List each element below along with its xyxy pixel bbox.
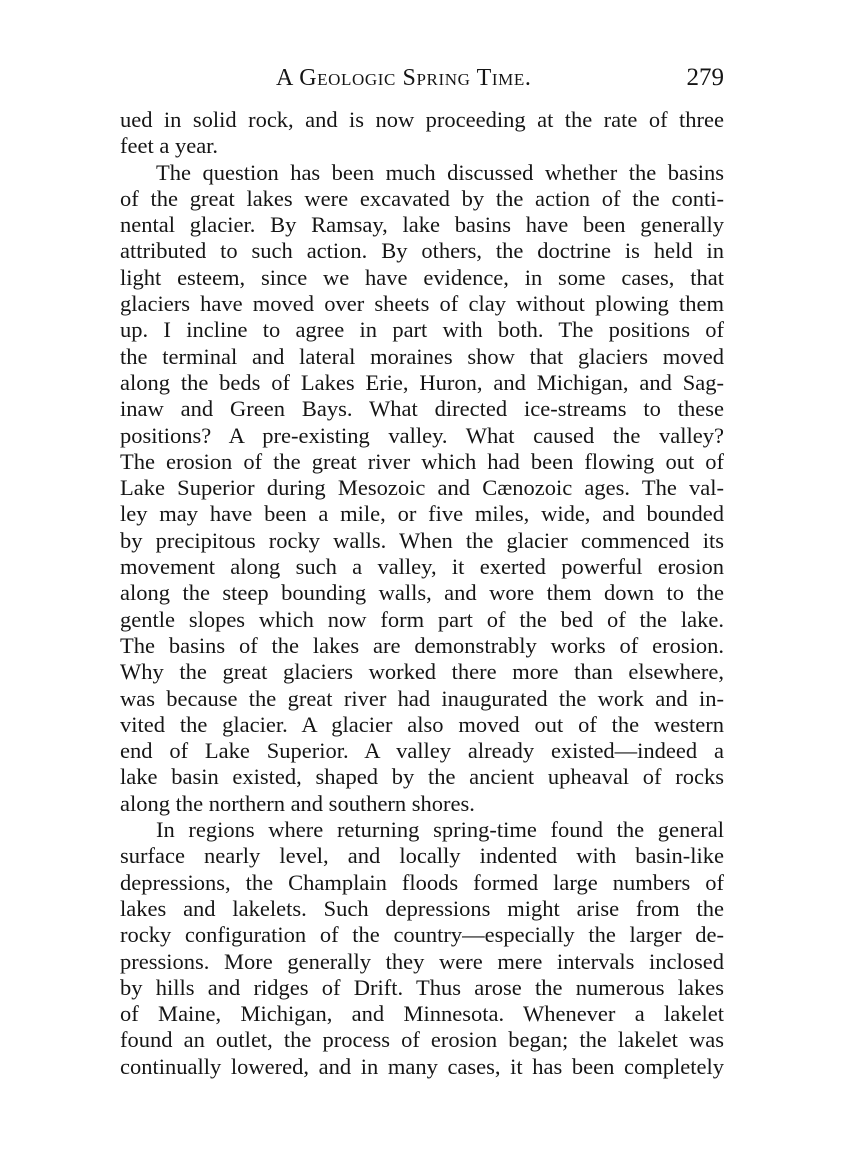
text-line-4: of the great lakes were excavated by the action of the conti- xyxy=(120,185,724,211)
text-line-35: of Maine, Michigan, and Minnesota. Whenever a lakelet xyxy=(120,1001,724,1027)
text-line-1: ued in solid rock, and is now proceeding at the rate of three xyxy=(120,107,724,132)
text-line-11: along the beds of Lakes Erie, Huron, and Michigan, and Sag- xyxy=(120,369,724,395)
text-line-25: end of Lake Superior. A valley already existed—indeed a xyxy=(120,738,724,764)
running-head xyxy=(120,60,724,96)
text-line-33: pressions. More generally they were mere intervals inclosed xyxy=(120,948,724,974)
text-line-3: The question has been much discussed whether the basins xyxy=(156,159,724,185)
text-line-8: glaciers have moved over sheets of clay without plowing them xyxy=(120,291,724,317)
text-line-6: attributed to such action. By others, the doctrine is held in xyxy=(120,238,724,264)
text-line-24: vited the glacier. A glacier also moved out of the western xyxy=(120,711,724,737)
text-line-14: The erosion of the great river which had been flowing out of xyxy=(120,448,724,474)
text-line-18: movement along such a valley, it exerted powerful erosion xyxy=(120,554,724,580)
text-line-16: ley may have been a mile, or five miles, wide, and bounded xyxy=(120,501,724,527)
text-line-27: along the northern and southern shores. xyxy=(120,790,475,816)
text-line-36: found an outlet, the process of erosion began; the lakelet was xyxy=(120,1027,724,1053)
text-line-7: light esteem, since we have evidence, in some cases, that xyxy=(120,264,724,290)
text-line-5: nental glacier. By Ramsay, lake basins have been generally xyxy=(120,212,724,238)
text-line-37: continually lowered, and in many cases, it has been completely xyxy=(120,1053,724,1079)
page-number: 279 xyxy=(686,64,724,91)
text-line-19: along the steep bounding walls, and wore them down to the xyxy=(120,580,724,606)
text-line-26: lake basin existed, shaped by the ancient upheaval of rocks xyxy=(120,764,724,790)
text-line-23: was because the great river had inaugurated the work and in- xyxy=(120,685,724,711)
text-line-13: positions? A pre-existing valley. What caused the valley? xyxy=(120,422,724,448)
text-line-34: by hills and ridges of Drift. Thus arose the numerous lakes xyxy=(120,974,724,1000)
text-line-31: lakes and lakelets. Such depressions might arise from the xyxy=(120,895,724,921)
text-line-21: The basins of the lakes are demonstrably works of erosion. xyxy=(120,632,724,658)
body-text xyxy=(120,107,724,1080)
text-line-9: up. I incline to agree in part with both. The positions of xyxy=(120,317,724,343)
text-line-10: the terminal and lateral moraines show that glaciers moved xyxy=(120,343,724,369)
text-line-12: inaw and Green Bays. What directed ice-streams to these xyxy=(120,396,724,422)
text-line-2: feet a year. xyxy=(120,133,219,159)
running-title: A Geologic Spring Time. xyxy=(276,65,532,91)
text-line-30: depressions, the Champlain floods formed large numbers of xyxy=(120,869,724,895)
text-line-20: gentle slopes which now form part of the bed of the lake. xyxy=(120,606,724,632)
text-line-29: surface nearly level, and locally indented with basin-like xyxy=(120,843,724,869)
text-line-32: rocky configuration of the country—especially the larger de- xyxy=(120,922,724,948)
text-line-28: In regions where returning spring-time found the general xyxy=(156,817,724,843)
text-line-15: Lake Superior during Mesozoic and Cænozoic ages. The val- xyxy=(120,475,724,501)
text-line-22: Why the great glaciers worked there more than elsewhere, xyxy=(120,659,724,685)
text-line-17: by precipitous rocky walls. When the glacier commenced its xyxy=(120,527,724,553)
